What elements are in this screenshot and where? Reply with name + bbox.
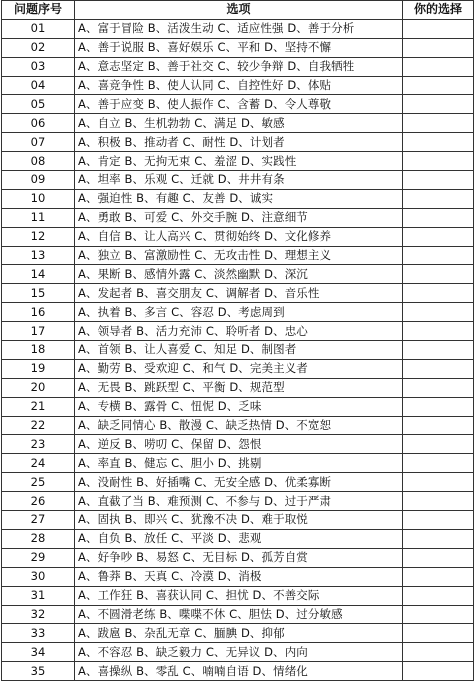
options-cell: A、不容忍 B、缺乏毅力 C、无异议 D、内向 [75, 643, 403, 662]
options-cell: A、专横 B、露骨 C、忸怩 D、乏味 [75, 397, 403, 416]
options-cell: A、直截了当 B、难预测 C、不参与 D、过于严肃 [75, 492, 403, 511]
table-row [2, 473, 474, 492]
table-row [2, 435, 474, 454]
question-number-cell: 03 [2, 57, 75, 76]
table-row [2, 322, 474, 341]
options-cell: A、固执 B、即兴 C、犹豫不决 D、难于取悦 [75, 511, 403, 530]
question-number-cell: 21 [2, 397, 75, 416]
answer-cell[interactable] [403, 152, 474, 171]
table-row [2, 38, 474, 57]
answer-cell[interactable] [403, 38, 474, 57]
answer-cell[interactable] [403, 57, 474, 76]
answer-cell[interactable] [403, 227, 474, 246]
question-number-cell: 10 [2, 189, 75, 208]
options-cell: A、勇敢 B、可爱 C、外交手腕 D、注意细节 [75, 208, 403, 227]
answer-cell[interactable] [403, 435, 474, 454]
table-row [2, 57, 474, 76]
options-cell: A、坦率 B、乐观 C、迁就 D、井井有条 [75, 171, 403, 190]
options-cell: A、缺乏同情心 B、散漫 C、缺乏热情 D、不宽恕 [75, 416, 403, 435]
question-number-cell: 09 [2, 171, 75, 190]
options-cell: A、好争吵 B、易怒 C、无目标 D、孤芳自赏 [75, 548, 403, 567]
answer-cell[interactable] [403, 359, 474, 378]
table-row [2, 133, 474, 152]
question-number-cell: 07 [2, 133, 75, 152]
table-row [2, 189, 474, 208]
options-cell: A、喜竞争性 B、使人认同 C、自控性好 D、体贴 [75, 76, 403, 95]
options-cell: A、不圆滑老练 B、喋喋不休 C、胆怯 D、过分敏感 [75, 605, 403, 624]
options-cell: A、执着 B、多言 C、容忍 D、考虑周到 [75, 303, 403, 322]
answer-cell[interactable] [403, 303, 474, 322]
table-row [2, 511, 474, 530]
question-number-cell: 19 [2, 359, 75, 378]
answer-cell[interactable] [403, 473, 474, 492]
question-number-cell: 06 [2, 114, 75, 133]
answer-cell[interactable] [403, 246, 474, 265]
table-row [2, 95, 474, 114]
question-number-cell: 08 [2, 152, 75, 171]
question-number-cell: 04 [2, 76, 75, 95]
question-number-cell: 23 [2, 435, 75, 454]
options-cell: A、发起者 B、喜交朋友 C、调解者 D、音乐性 [75, 284, 403, 303]
table-row [2, 359, 474, 378]
table-row [2, 227, 474, 246]
options-cell: A、善于说服 B、喜好娱乐 C、平和 D、坚持不懈 [75, 38, 403, 57]
table-row [2, 529, 474, 548]
answer-cell[interactable] [403, 133, 474, 152]
table-row [2, 605, 474, 624]
question-number-cell: 34 [2, 643, 75, 662]
options-cell: A、自信 B、让人高兴 C、贯彻始终 D、文化修养 [75, 227, 403, 246]
table-row [2, 643, 474, 662]
options-cell: A、率直 B、健忘 C、胆小 D、挑剔 [75, 454, 403, 473]
table-row [2, 265, 474, 284]
table-row [2, 114, 474, 133]
table-row [2, 567, 474, 586]
question-number-cell: 11 [2, 208, 75, 227]
table-row [2, 171, 474, 190]
answer-cell[interactable] [403, 662, 474, 681]
question-number-cell: 02 [2, 38, 75, 57]
answer-cell[interactable] [403, 341, 474, 360]
table-row [2, 284, 474, 303]
answer-cell[interactable] [403, 114, 474, 133]
table-row [2, 246, 474, 265]
questionnaire-table [1, 0, 474, 681]
options-cell: A、意志坚定 B、善于社交 C、较少争辩 D、自我牺牲 [75, 57, 403, 76]
options-cell: A、逆反 B、唠叨 C、保留 D、怨恨 [75, 435, 403, 454]
options-cell: A、无畏 B、跳跃型 C、平衡 D、规范型 [75, 378, 403, 397]
answer-cell[interactable] [403, 511, 474, 530]
header-row [2, 1, 474, 20]
options-cell: A、自立 B、生机勃勃 C、满足 D、敏感 [75, 114, 403, 133]
options-cell: A、强迫性 B、有趣 C、友善 D、诚实 [75, 189, 403, 208]
answer-cell[interactable] [403, 529, 474, 548]
question-number-cell: 26 [2, 492, 75, 511]
question-number-cell: 18 [2, 341, 75, 360]
question-number-cell: 28 [2, 529, 75, 548]
options-cell: A、果断 B、感情外露 C、淡然幽默 D、深沉 [75, 265, 403, 284]
options-cell: A、独立 B、富激励性 C、无攻击性 D、理想主义 [75, 246, 403, 265]
question-number-cell: 25 [2, 473, 75, 492]
table-row [2, 416, 474, 435]
table-row [2, 76, 474, 95]
answer-cell[interactable] [403, 586, 474, 605]
table-row [2, 341, 474, 360]
options-cell: A、自负 B、放任 C、平淡 D、悲观 [75, 529, 403, 548]
question-number-cell: 13 [2, 246, 75, 265]
table-row [2, 548, 474, 567]
options-cell: A、没耐性 B、好插嘴 C、无安全感 D、优柔寡断 [75, 473, 403, 492]
options-cell: A、首领 B、让人喜爱 C、知足 D、制图者 [75, 341, 403, 360]
answer-cell[interactable] [403, 624, 474, 643]
answer-cell[interactable] [403, 265, 474, 284]
table-row [2, 624, 474, 643]
options-cell: A、跋扈 B、杂乱无章 C、腼腆 D、抑郁 [75, 624, 403, 643]
question-number-cell: 05 [2, 95, 75, 114]
answer-cell[interactable] [403, 643, 474, 662]
answer-cell[interactable] [403, 189, 474, 208]
answer-cell[interactable] [403, 284, 474, 303]
question-number-cell: 27 [2, 511, 75, 530]
options-cell: A、鲁莽 B、天真 C、冷漠 D、消极 [75, 567, 403, 586]
answer-cell[interactable] [403, 548, 474, 567]
options-cell: A、喜操纵 B、零乱 C、喃喃自语 D、情绪化 [75, 662, 403, 681]
question-number-cell: 16 [2, 303, 75, 322]
question-number-cell: 17 [2, 322, 75, 341]
options-cell: A、勤劳 B、受欢迎 C、和气 D、完美主义者 [75, 359, 403, 378]
answer-cell[interactable] [403, 19, 474, 38]
options-cell: A、领导者 B、活力充沛 C、聆听者 D、忠心 [75, 322, 403, 341]
table-row [2, 492, 474, 511]
question-number-cell: 24 [2, 454, 75, 473]
table-row [2, 586, 474, 605]
answer-cell[interactable] [403, 76, 474, 95]
question-number-cell: 32 [2, 605, 75, 624]
question-number-cell: 12 [2, 227, 75, 246]
table-row [2, 378, 474, 397]
header-options: 选项 [75, 1, 403, 20]
answer-cell[interactable] [403, 208, 474, 227]
answer-cell[interactable] [403, 454, 474, 473]
header-question-number: 问题序号 [2, 1, 75, 20]
options-cell: A、善于应变 B、使人振作 C、含蓄 D、令人尊敬 [75, 95, 403, 114]
question-number-cell: 35 [2, 662, 75, 681]
table-row [2, 397, 474, 416]
table-row [2, 303, 474, 322]
table-row [2, 152, 474, 171]
options-cell: A、工作狂 B、喜获认同 C、担忧 D、不善交际 [75, 586, 403, 605]
answer-cell[interactable] [403, 605, 474, 624]
table-row [2, 19, 474, 38]
question-number-cell: 14 [2, 265, 75, 284]
question-number-cell: 01 [2, 19, 75, 38]
answer-cell[interactable] [403, 171, 474, 190]
table-row [2, 208, 474, 227]
table-row [2, 662, 474, 681]
answer-cell[interactable] [403, 95, 474, 114]
answer-cell[interactable] [403, 492, 474, 511]
options-cell: A、肯定 B、无拘无束 C、羞涩 D、实践性 [75, 152, 403, 171]
question-number-cell: 29 [2, 548, 75, 567]
header-your-choice: 你的选择 [403, 1, 474, 20]
answer-cell[interactable] [403, 567, 474, 586]
question-number-cell: 31 [2, 586, 75, 605]
question-number-cell: 33 [2, 624, 75, 643]
answer-cell[interactable] [403, 416, 474, 435]
options-cell: A、积极 B、推动者 C、耐性 D、计划者 [75, 133, 403, 152]
question-number-cell: 15 [2, 284, 75, 303]
answer-cell[interactable] [403, 322, 474, 341]
question-number-cell: 30 [2, 567, 75, 586]
answer-cell[interactable] [403, 397, 474, 416]
question-number-cell: 22 [2, 416, 75, 435]
question-number-cell: 20 [2, 378, 75, 397]
answer-cell[interactable] [403, 378, 474, 397]
table-row [2, 454, 474, 473]
options-cell: A、富于冒险 B、活泼生动 C、适应性强 D、善于分析 [75, 19, 403, 38]
